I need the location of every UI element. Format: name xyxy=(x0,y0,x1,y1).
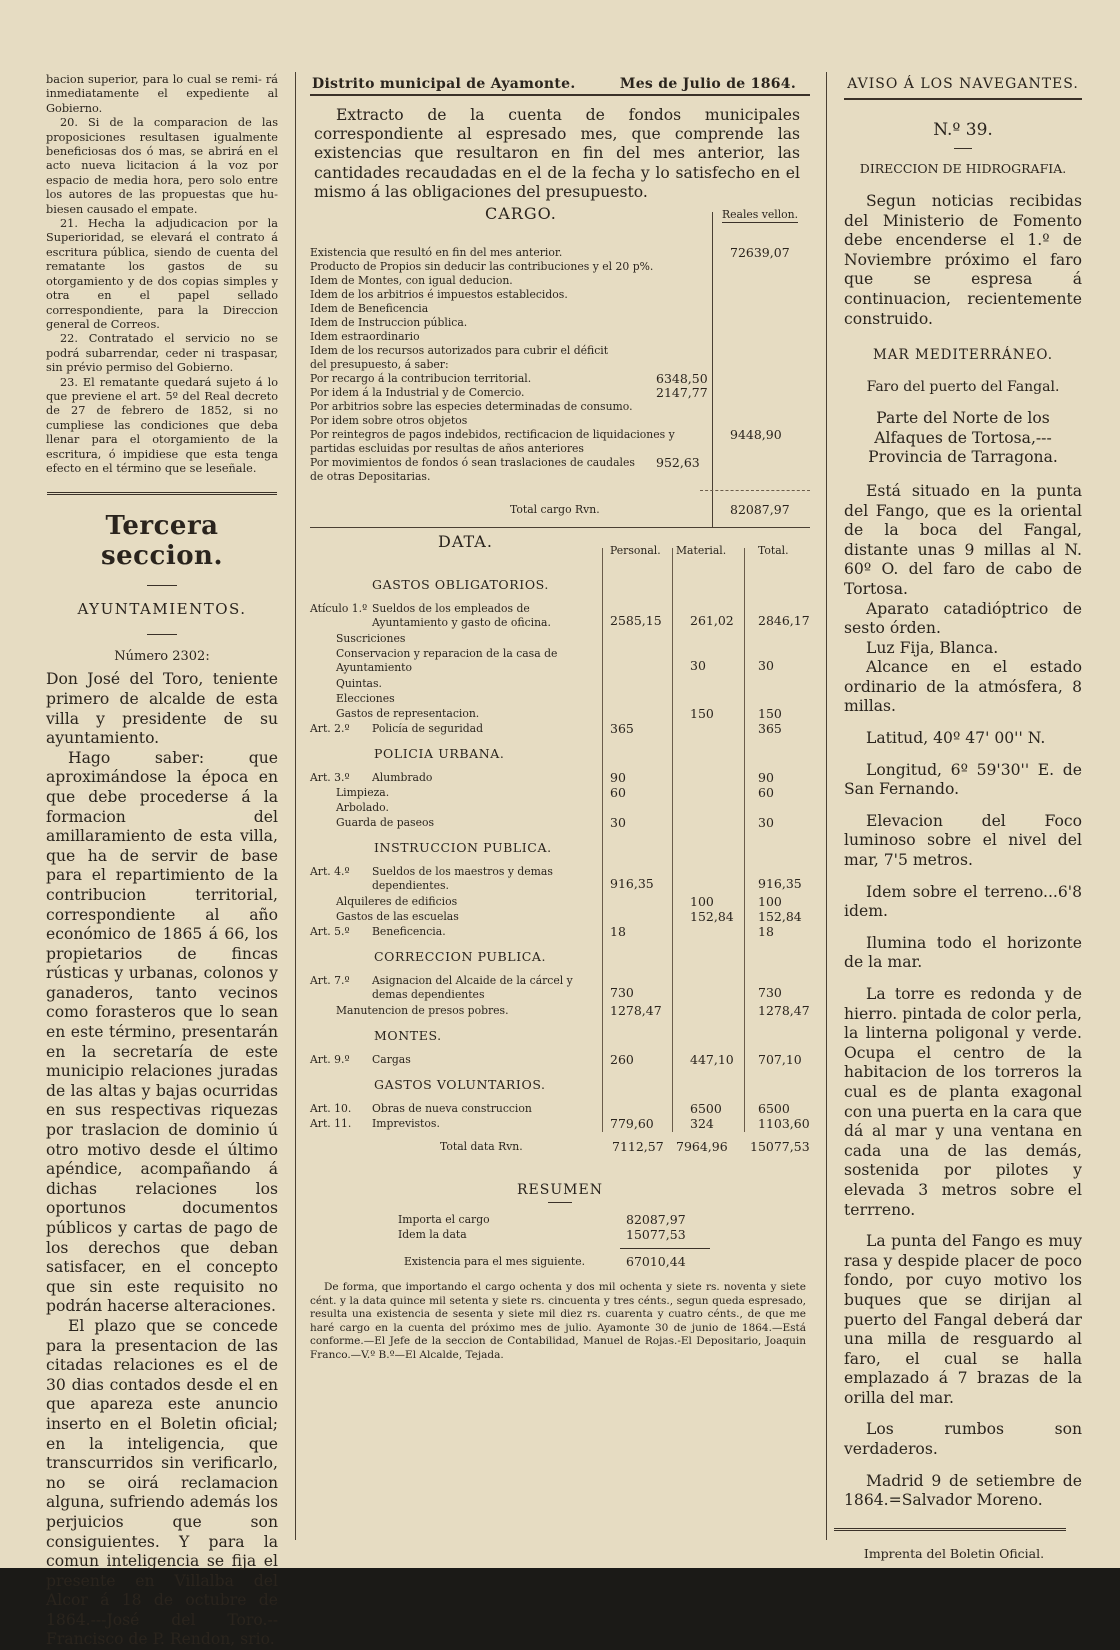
continued-paragraph: bacion superior, para lo cual se remi- rá inmediatamente el expediente al Gobierno. xyxy=(46,73,278,115)
condition-20: 20. Si de la comparacion de las proposiciones resultasen igualmente beneficiosas dos ó mas, se abrirá en el acto nueva licitacion á la voz por espacio de media hora, pero solo entre los autores de las propuestas que hu- biesen causado el empate. xyxy=(46,116,278,216)
aviso-heading: AVISO Á LOS NAVEGANTES. xyxy=(847,76,1079,92)
data-row xyxy=(310,707,810,722)
ayuntamientos-heading: AYUNTAMIENTOS. xyxy=(77,600,247,619)
divider-dash xyxy=(147,585,177,586)
data-row-total: 1103,60 xyxy=(758,1116,810,1132)
aviso-number: N.º 39. xyxy=(933,120,993,140)
cargo-row-subtotal: 2147,77 xyxy=(656,385,708,401)
data-section-title: GASTOS VOLUNTARIOS. xyxy=(374,1077,546,1093)
existencia-label: Existencia para el mes siguiente. xyxy=(404,1255,586,1269)
data-row-label: Alumbrado xyxy=(372,771,433,785)
col-material-header: Material. xyxy=(676,544,727,558)
divider-dash xyxy=(147,634,177,635)
data-row-total: 100 xyxy=(758,894,782,910)
cargo-table xyxy=(310,246,810,484)
resumen-cargo-value: 82087,97 xyxy=(626,1212,686,1228)
divider-dash xyxy=(548,1202,572,1203)
cargo-row-label: Idem estraordinario xyxy=(310,330,420,344)
aviso-paragraph-3: Aparato catadióptrico de sesto órden. xyxy=(844,599,1082,638)
cargo-row xyxy=(310,302,810,316)
data-row-label: Guarda de paseos xyxy=(336,816,435,830)
aviso-paragraph-7: Idem sobre el terreno...6'8 idem. xyxy=(844,882,1082,921)
aviso-paragraph-8: Ilumina todo el horizonte de la mar. xyxy=(844,933,1082,972)
data-row-label: Sueldos de los empleados de Ayuntamiento y gasto de oficina. xyxy=(372,602,551,630)
longitude: Longitud, 6º 59'30'' E. de San Fernando. xyxy=(844,760,1082,799)
aviso-paragraph-1: Segun noticias recibidas del Ministerio de Fomento debe encenderse el 1.º de Noviembre próximo el faro que se espresa á continuacion, recientemente construido. xyxy=(844,192,1082,328)
column-three xyxy=(844,0,1082,1561)
aviso-paragraph-2: Está situado en la punta del Fango, que es la oriental de la boca del Fangal, distante unas 9 millas al N. 60º O. del faro de cabo de Tortosa. xyxy=(844,481,1082,598)
cargo-row xyxy=(310,344,810,358)
aviso-paragraph-9: La torre es redonda y de hierro. pintada de color perla, la linterna poligonal y verde. Ocupa el centro de la habitacion de los torreros la cual es de planta exagonal con una puerta en la cara que dá al mar y una ventana en cada una de las demás, sostenida por pilotes y elevada 3 metros sobre el terrreno. xyxy=(844,985,1082,1219)
data-row-material: 152,84 xyxy=(690,909,734,925)
data-row-label: Quintas. xyxy=(336,677,382,691)
data-row-total: 6500 xyxy=(758,1101,790,1117)
data-section-title: CORRECCION PUBLICA. xyxy=(374,949,547,965)
aviso-paragraph-4: Luz Fija, Blanca. xyxy=(866,638,999,657)
data-row-personal: 260 xyxy=(610,1052,634,1068)
data-section-title: GASTOS OBLIGATORIOS. xyxy=(372,577,549,593)
data-row-total: 150 xyxy=(758,706,782,722)
aviso-paragraph-10: La punta del Fango es muy rasa y despide placer de poco fondo, por cuyo motivo los buques que se dirijan al puerto del Fangal deberá dar una milla de resguardo al faro, el cual se halla emplazado á 7 brazas de la orilla del mar. xyxy=(844,1232,1082,1407)
edict-body: Hago saber: que aproximándose la época en que debe procederse á la formacion del amillaramiento de esta villa, que ha de servir de base para el repartimiento de la contribucion territorial, correspondiente al año económico de 1865 á 66, los propietarios de fincas rústicas y urbanas, colonos y ganaderos, tanto vecinos como forasteros que lo sean en este término, presentarán en la secretaría de este municipio relaciones juradas de las altas y bajas ocurridas en sus respectivas riquezas por traslacion de dominio ú otro motivo desde el último apéndice, acompañando á dichas relaciones los oportunos documentos públicos y cartas de pago de los derechos que deban satisfacer, en el concepto que sin este requisito no podrán hacerse alteraciones. xyxy=(46,748,278,1316)
cargo-row xyxy=(310,358,810,372)
imprenta-footer: Imprenta del Boletin Oficial. xyxy=(863,1546,1045,1561)
data-row-personal: 365 xyxy=(610,721,634,737)
data-row-label: Gastos de representacion. xyxy=(336,707,480,721)
data-row-label: Asignacion del Alcaide de la cárcel y demas dependientes xyxy=(372,974,573,1002)
data-row-article: Art. 10. xyxy=(310,1102,352,1116)
divider-dash xyxy=(954,148,972,149)
data-row-label: Elecciones xyxy=(336,692,395,706)
data-row-article: Art. 3.º xyxy=(310,771,350,785)
edict-intro: Don José del Toro, teniente primero de alcalde de esta villa y presidente de su ayuntamiento. xyxy=(46,670,278,748)
data-row-label: Alquileres de edificios xyxy=(336,895,458,909)
cargo-row-total: 9448,90 xyxy=(730,427,782,443)
data-row-personal: 90 xyxy=(610,770,626,786)
col-total-header: Total. xyxy=(758,544,789,558)
column-one xyxy=(46,0,278,1650)
data-row xyxy=(310,647,810,677)
data-row-label: Limpieza. xyxy=(336,786,390,800)
data-row-material: 447,10 xyxy=(690,1052,734,1068)
condition-21: 21. Hecha la adjudicacion por la Superioridad, se elevará el contrato á escritura pública, siendo de cuenta del rematante los gastos de su otorgamiento y de dos copias simples y otra en el papel sellado correspondiente, para la Direccion general de Correos. xyxy=(46,217,278,331)
reales-vellon-label: Reales vellon. xyxy=(722,208,799,222)
aviso-paragraph-5: Alcance en el estado ordinario de la atmósfera, 8 millas. xyxy=(844,658,1082,716)
data-row-material: 150 xyxy=(690,706,714,722)
col-personal-header: Personal. xyxy=(610,544,661,558)
total-cargo-value: 82087,97 xyxy=(730,502,790,518)
cargo-row-label: Por recargo á la contribucion territorial. xyxy=(310,372,532,386)
data-row xyxy=(310,865,810,895)
latitude: Latitud, 40º 47' 00'' N. xyxy=(866,729,1046,748)
cargo-row-label: Idem de los arbitrios é impuestos establecidos. xyxy=(310,288,568,302)
data-row-material: 30 xyxy=(690,658,706,674)
data-row-label: Sueldos de los maestros y demas dependientes. xyxy=(372,865,553,893)
data-row-label: Suscriciones xyxy=(336,632,406,646)
condition-23: 23. El rematante quedará sujeto á lo que previene el art. 5º del Real decreto de 27 de febrero de 1852, si no cumpliese las condiciones que deba llenar para el otorgamiento de la escritura, ó impidiese que esta tenga efecto en el término que se leseñale. xyxy=(46,375,278,475)
data-row-material: 6500 xyxy=(690,1101,722,1117)
total-data-total: 15077,53 xyxy=(750,1139,810,1155)
data-row-total: 2846,17 xyxy=(758,613,810,629)
cargo-row-label: Por arbitrios sobre las especies determinadas de consumo. xyxy=(310,400,633,414)
data-row-total: 1278,47 xyxy=(758,1003,810,1019)
data-section-title: POLICIA URBANA. xyxy=(374,746,505,762)
data-row-material: 324 xyxy=(690,1116,714,1132)
data-title: DATA. xyxy=(438,532,493,552)
data-row-label: Gastos de las escuelas xyxy=(336,910,459,924)
faro-heading: Faro del puerto del Fangal. xyxy=(866,379,1060,396)
cargo-row-label: Producto de Propios sin deducir las contribuciones y el 20 p%. xyxy=(310,260,654,274)
cargo-row-label: Idem de los recursos autorizados para cubrir el déficit xyxy=(310,344,609,358)
cargo-row xyxy=(310,246,810,260)
data-row xyxy=(310,677,810,692)
total-data-personal: 7112,57 xyxy=(612,1139,664,1155)
existencia-value: 67010,44 xyxy=(626,1254,686,1270)
cargo-row xyxy=(310,274,810,288)
data-row-label: Arbolado. xyxy=(336,801,389,815)
data-row-total: 90 xyxy=(758,770,774,786)
data-column-rule xyxy=(744,548,745,1132)
data-row xyxy=(310,816,810,831)
direccion-heading: DIRECCION DE HIDROGRAFIA. xyxy=(859,161,1067,176)
data-row-label: Manutencion de presos pobres. xyxy=(336,1004,509,1018)
total-data-material: 7964,96 xyxy=(676,1139,728,1155)
data-row xyxy=(310,602,810,632)
cargo-row-label: Por idem sobre otros objetos xyxy=(310,414,468,428)
section-divider xyxy=(47,492,277,495)
cargo-row-label: del presupuesto, á saber: xyxy=(310,358,449,372)
cargo-row-label: Por reintegros de pagos indebidos, rectificacion de liquidaciones y partidas escluidas por resultas de años anteriores xyxy=(310,428,675,456)
data-row xyxy=(310,910,810,925)
data-row xyxy=(310,632,810,647)
data-row xyxy=(310,692,810,707)
data-row-article: Atículo 1.º xyxy=(310,602,368,616)
data-row-article: Art. 4.º xyxy=(310,865,350,879)
data-row-personal: 916,35 xyxy=(610,876,654,892)
cargo-title: CARGO. xyxy=(485,204,557,224)
total-cargo-label: Total cargo Rvn. xyxy=(510,503,600,517)
data-row-personal: 30 xyxy=(610,815,626,831)
cargo-row-subtotal: 6348,50 xyxy=(656,371,708,387)
data-row-personal: 60 xyxy=(610,785,626,801)
data-row-label: Cargas xyxy=(372,1053,411,1067)
mar-heading: MAR MEDITERRÁNEO. xyxy=(872,347,1054,364)
data-row-total: 60 xyxy=(758,785,774,801)
data-row-personal: 779,60 xyxy=(610,1116,654,1132)
cargo-row xyxy=(310,316,810,330)
data-row-total: 152,84 xyxy=(758,909,802,925)
cargo-row-label: Idem de Beneficencia xyxy=(310,302,429,316)
aviso-paragraph-11: Los rumbos son verdaderos. xyxy=(844,1420,1082,1459)
aviso-signature: Madrid 9 de setiembre de 1864.=Salvador Moreno. xyxy=(844,1471,1082,1510)
cargo-row-label: Idem de Montes, con igual deducion. xyxy=(310,274,513,288)
data-row-label: Beneficencia. xyxy=(372,925,446,939)
cargo-row xyxy=(310,288,810,302)
data-row-total: 707,10 xyxy=(758,1052,802,1068)
cargo-row xyxy=(310,400,810,414)
data-row-personal: 18 xyxy=(610,924,626,940)
column-rule-right xyxy=(826,72,827,1540)
data-row-total: 365 xyxy=(758,721,782,737)
data-row-article: Art. 7.º xyxy=(310,974,350,988)
cargo-row xyxy=(310,414,810,428)
cargo-row xyxy=(310,330,810,344)
data-row xyxy=(310,895,810,910)
data-row xyxy=(310,786,810,801)
cargo-row-total: 72639,07 xyxy=(730,245,790,261)
edict-body-2: El plazo que se concede para la presentacion de las citadas relaciones es el de 30 dias contados desde el en que apareza este anuncio inserto en el Boletin oficial; en la inteligencia, que transcurridos sin verificarlo, no se oirá reclamacion alguna, sufriendo además los perjuicios que son consiguientes. Y para la comun inteligencia se fija el presente en Villalba del Alcor á 18 de octubre de 1864.---José del Toro.--Francisco de P. Rendon, srio. xyxy=(46,1316,278,1649)
condition-22: 22. Contratado el servicio no se podrá subarrendar, ceder ni traspasar, sin prévio permiso del Gobierno. xyxy=(46,332,278,375)
data-row-personal: 2585,15 xyxy=(610,613,662,629)
month-header: Mes de Julio de 1864. xyxy=(619,76,796,92)
cargo-row-label: Por movimientos de fondos ó sean traslaciones de caudales de otras Depositarias. xyxy=(310,456,635,484)
data-column-rule xyxy=(672,548,673,1132)
data-row xyxy=(310,722,810,737)
data-row-total: 30 xyxy=(758,815,774,831)
data-column-rule xyxy=(602,548,603,1132)
data-row-article: Art. 11. xyxy=(310,1117,352,1131)
data-row xyxy=(310,1117,810,1132)
data-row xyxy=(310,1102,810,1117)
cargo-row xyxy=(310,260,810,274)
section-title: Tercera seccion. xyxy=(100,511,223,572)
cargo-row xyxy=(310,372,810,386)
data-row-article: Art. 9.º xyxy=(310,1053,350,1067)
data-row-label: Conservacion y reparacion de la casa de Ayuntamiento xyxy=(336,647,558,675)
cargo-row-label: Por idem á la Industrial y de Comercio. xyxy=(310,386,525,400)
data-row-total: 18 xyxy=(758,924,774,940)
total-data-label: Total data Rvn. xyxy=(440,1140,523,1154)
data-row-article: Art. 2.º xyxy=(310,722,350,736)
data-row-personal: 1278,47 xyxy=(610,1003,662,1019)
faro-location: Parte del Norte de los Alfaques de Tortosa,---Provincia de Tarragona. xyxy=(868,409,1058,467)
cargo-row xyxy=(310,456,810,484)
data-row-label: Obras de nueva construccion xyxy=(372,1102,532,1116)
data-row-label: Imprevistos. xyxy=(372,1117,440,1131)
data-row xyxy=(310,974,810,1004)
resumen-data-value: 15077,53 xyxy=(626,1227,686,1243)
cargo-row xyxy=(310,386,810,400)
resumen-title: RESUMEN xyxy=(517,1182,603,1199)
data-row-total: 916,35 xyxy=(758,876,802,892)
cargo-row-label: Existencia que resultó en fin del mes anterior. xyxy=(310,246,563,260)
cargo-row-subtotal: 952,63 xyxy=(656,455,700,471)
data-row-material: 100 xyxy=(690,894,714,910)
numero-label: Número 2302: xyxy=(114,649,210,665)
district-header: Distrito municipal de Ayamonte. xyxy=(312,76,576,92)
data-row-material: 261,02 xyxy=(690,613,734,629)
data-row xyxy=(310,1004,810,1019)
column-two xyxy=(310,0,810,1363)
data-row xyxy=(310,771,810,786)
data-row xyxy=(310,801,810,816)
data-row-total: 730 xyxy=(758,985,782,1001)
cargo-row-label: Idem de Instruccion pública. xyxy=(310,316,468,330)
account-intro: Extracto de la cuenta de fondos municipales correspondiente al espresado mes, que comprende las existencias que resultaron en fin del mes anterior, las cantidades recaudadas en el de la fecha y lo satisfecho en el mismo á las obligaciones del presupuesto. xyxy=(314,106,800,201)
cargo-row xyxy=(310,428,810,456)
data-row-total: 30 xyxy=(758,658,774,674)
aviso-paragraph-6: Elevacion del Foco luminoso sobre el nivel del mar, 7'5 metros. xyxy=(844,811,1082,870)
data-row-label: Policía de seguridad xyxy=(372,722,484,736)
column-rule-left xyxy=(295,72,296,1540)
data-section-title: MONTES. xyxy=(374,1028,442,1044)
data-row-personal: 730 xyxy=(610,985,634,1001)
data-row xyxy=(310,925,810,940)
data-table xyxy=(310,578,810,1132)
resumen-cargo-label: Importa el cargo xyxy=(398,1213,490,1227)
closing-statement: De forma, que importando el cargo ochenta y dos mil ochenta y siete rs. noventa y siete cént. y la data quince mil setenta y siete rs. cincuenta y tres cénts., segun queda espresado, resulta una existencia de sesenta y siete mil diez rs. cuarenta y cuatro cénts., de que me haré cargo en la cuenta del próximo mes de julio. Ayamonte 30 de junio de 1864.—Está conforme.—El Jefe de la seccion de Contabilidad, Manuel de Rojas.-El Depositario, Joaquin Franco.—V.º B.º—El Alcalde, Tejada. xyxy=(310,1281,806,1361)
resumen-data-label: Idem la data xyxy=(398,1228,467,1242)
data-row xyxy=(310,1053,810,1068)
data-section-title: INSTRUCCION PUBLICA. xyxy=(374,840,552,856)
data-row-article: Art. 5.º xyxy=(310,925,350,939)
